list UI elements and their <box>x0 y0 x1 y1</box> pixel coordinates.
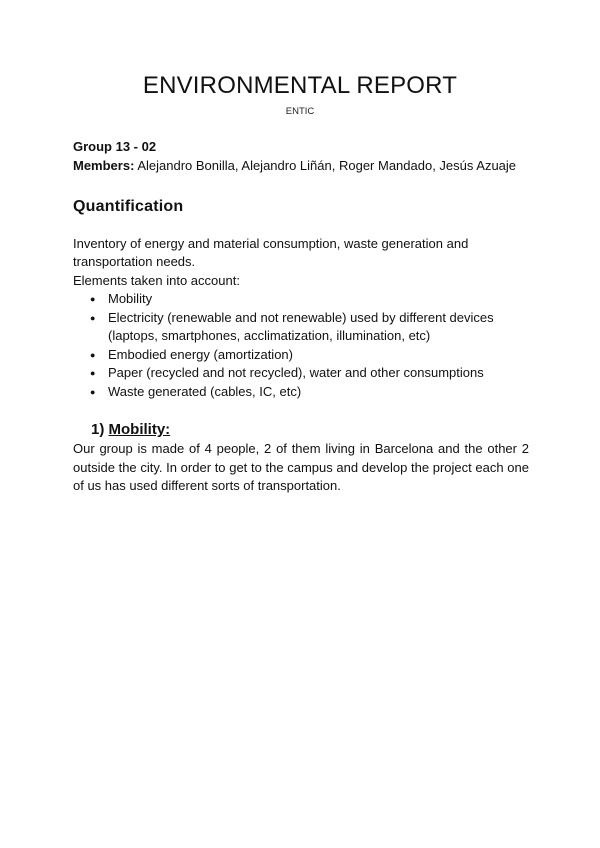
bullet-icon: ● <box>90 386 96 397</box>
members-names: Alejandro Bonilla, Alejandro Liñán, Roger Mandado, Jesús Azuaje <box>137 157 517 173</box>
report-title: ENVIRONMENTAL REPORT <box>142 72 458 99</box>
elements-list <box>73 290 529 401</box>
quantification-intro: Inventory of energy and material consumption, waste generation and transportation needs. <box>73 235 469 269</box>
report-body <box>73 138 529 496</box>
bullet-icon: ● <box>90 312 96 323</box>
mobility-title: Mobility: <box>108 421 171 438</box>
list-item: ● Embodied energy (amortization) <box>73 346 529 365</box>
elements-label: Elements taken into account: <box>73 272 240 288</box>
group-label: Group 13 - 02 <box>73 139 157 154</box>
bullet-icon: ● <box>90 294 96 304</box>
list-item: ● Electricity (renewable and not renewable) used by different devices (laptops, smartphones, acclimatization, illumination, etc) <box>90 309 494 343</box>
members-label: Members: <box>73 157 135 173</box>
list-item: ● Paper (recycled and not recycled), water and other consumptions <box>73 364 529 383</box>
report-subtitle: ENTIC <box>285 106 315 117</box>
mobility-paragraph: Our group is made of 4 people, 2 of them living in Barcelona and the other 2 outside the city. In order to get to the campus and develop the project each one of us has used different sorts of transportation. <box>73 441 529 493</box>
list-item: ● Waste generated (cables, IC, etc) <box>73 383 529 402</box>
mobility-number: 1) <box>91 421 105 438</box>
bullet-icon: ● <box>90 349 96 360</box>
mobility-heading <box>73 420 529 440</box>
quantification-heading: Quantification <box>73 198 184 215</box>
bullet-icon: ● <box>90 368 96 378</box>
members-line <box>73 157 529 176</box>
list-item: ● Mobility <box>73 290 529 309</box>
